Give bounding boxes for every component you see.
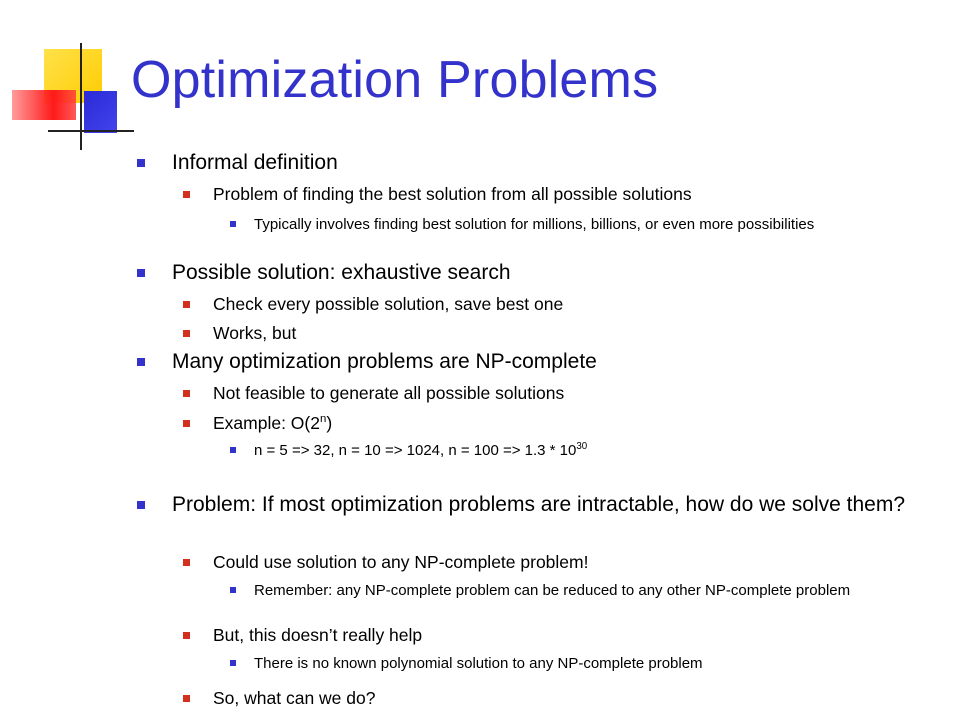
bullet-marker	[137, 159, 145, 167]
bullet-marker	[183, 191, 190, 198]
bullet-text: Problem: If most optimization problems are intractable, how do we solve them?	[172, 493, 906, 516]
slide-title: Optimization Problems	[131, 51, 659, 109]
bullet-problem-intractable	[172, 493, 932, 517]
sub-bullet-check-every	[213, 294, 913, 314]
sub-bullet-not-feasible	[213, 383, 913, 403]
bullet-text	[254, 442, 587, 459]
example-prefix: Example: O(2	[213, 413, 320, 433]
bullet-marker	[183, 559, 190, 566]
bullet-text: Could use solution to any NP-complete problem!	[213, 552, 589, 572]
sub-bullet-problem-of-finding	[213, 184, 913, 204]
bullet-marker	[183, 390, 190, 397]
decor-red-bar	[12, 90, 76, 120]
bullet-text: Remember: any NP-complete problem can be reduced to any other NP-complete problem	[254, 582, 851, 599]
sub-bullet-example-o2n	[213, 413, 913, 433]
sub-bullet-what-can-we-do	[213, 688, 913, 708]
bullet-text	[213, 413, 332, 433]
bullet-marker	[183, 301, 190, 308]
bullet-text: Problem of finding the best solution from all possible solutions	[213, 184, 692, 204]
bullet-marker	[183, 632, 190, 639]
bullet-text: Informal definition	[172, 151, 338, 174]
sub-sub-bullet-remember	[254, 581, 914, 600]
sub-bullet-works-but	[213, 323, 913, 343]
bullet-marker	[137, 358, 145, 366]
bullet-text: Many optimization problems are NP-complete	[172, 350, 597, 373]
bullet-marker	[230, 221, 236, 227]
n-values-text: n = 5 => 32, n = 10 => 1024, n = 100 => 1.3 * 10	[254, 442, 577, 459]
bullet-text: Possible solution: exhaustive search	[172, 261, 511, 284]
sub-sub-bullet-no-known-polynomial	[254, 654, 914, 673]
bullet-marker	[183, 330, 190, 337]
bullet-text: Check every possible solution, save best one	[213, 294, 564, 314]
decor-blue-square	[84, 91, 117, 133]
bullet-text: Works, but	[213, 323, 297, 343]
sub-sub-bullet-n-values	[254, 441, 914, 460]
bullet-text: Typically involves finding best solution for millions, billions, or even more possibilities	[254, 216, 815, 233]
bullet-marker	[230, 660, 236, 666]
bullet-possible-solution	[172, 261, 511, 285]
sub-sub-bullet-typically-involves	[254, 215, 914, 234]
bullet-text: But, this doesn’t really help	[213, 625, 423, 645]
bullet-informal-definition	[172, 151, 338, 175]
bullet-text: Not feasible to generate all possible solutions	[213, 383, 565, 403]
sub-bullet-could-use	[213, 552, 913, 572]
n-values-exponent: 30	[576, 441, 588, 452]
sub-bullet-doesnt-help	[213, 625, 913, 645]
bullet-text: So, what can we do?	[213, 688, 376, 708]
bullet-marker	[230, 587, 236, 593]
bullet-text: There is no known polynomial solution to any NP-complete problem	[254, 655, 703, 672]
bullet-marker	[183, 695, 190, 702]
example-suffix: )	[326, 413, 333, 433]
bullet-marker	[230, 447, 236, 453]
decor-horizontal-line	[48, 130, 134, 132]
example-exponent: n	[319, 413, 327, 426]
decor-vertical-line	[80, 43, 82, 150]
bullet-marker	[183, 420, 190, 427]
bullet-marker	[137, 501, 145, 509]
bullet-marker	[137, 269, 145, 277]
bullet-np-complete	[172, 350, 597, 374]
